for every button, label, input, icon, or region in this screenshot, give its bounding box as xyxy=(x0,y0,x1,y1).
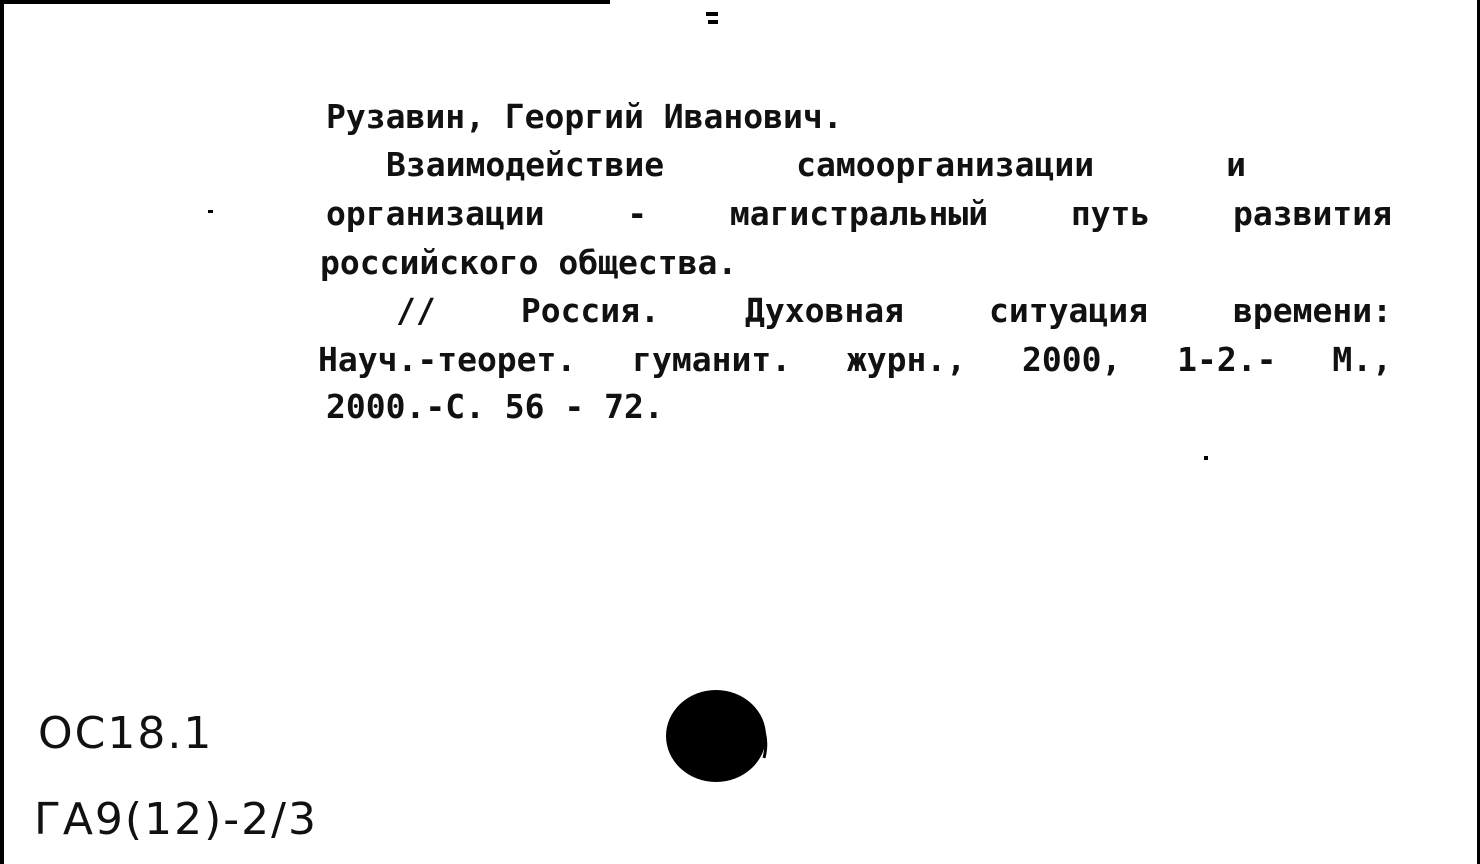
card-left-edge xyxy=(0,0,4,864)
punch-hole xyxy=(660,686,780,786)
source-line-3: 2000.-С. 56 - 72. xyxy=(326,387,664,426)
source-word: М., xyxy=(1332,340,1392,379)
title-word: самоорганизации xyxy=(796,145,1095,184)
scan-speck xyxy=(708,20,718,24)
source-word: журн., xyxy=(846,340,967,379)
scan-speck xyxy=(208,210,213,213)
title-line-3: российского общества. xyxy=(320,243,738,282)
scan-speck xyxy=(706,12,718,16)
source-word: времени: xyxy=(1233,291,1392,330)
title-line-2 xyxy=(326,194,1392,233)
source-word: ситуация xyxy=(989,291,1148,330)
title-word: магистральный xyxy=(729,194,989,233)
scan-speck xyxy=(1204,456,1208,460)
card-top-edge xyxy=(0,0,610,4)
source-word: гуманит. xyxy=(632,340,792,379)
source-line-2 xyxy=(318,340,1392,379)
source-word: Россия. xyxy=(520,291,660,330)
title-word: Взаимодействие xyxy=(386,145,665,184)
title-word: и xyxy=(1226,145,1246,184)
source-word: Духовная xyxy=(744,291,904,330)
author-heading: Рузавин, Георгий Иванович. xyxy=(326,97,843,136)
title-word: организации xyxy=(326,194,545,233)
source-line-1 xyxy=(396,291,1392,330)
title-word: развития xyxy=(1233,194,1392,233)
call-number-1: ОС18.1 xyxy=(38,708,214,759)
source-word: Науч.-теорет. xyxy=(318,340,577,379)
source-word: 2000, xyxy=(1021,340,1122,379)
source-word: 1-2.- xyxy=(1177,340,1277,379)
call-number-2: ГА9(12)-2/3 xyxy=(34,794,318,845)
title-line-1 xyxy=(386,145,1246,184)
title-word: - xyxy=(627,194,648,233)
source-word: // xyxy=(396,291,436,330)
title-word: путь xyxy=(1070,194,1151,233)
